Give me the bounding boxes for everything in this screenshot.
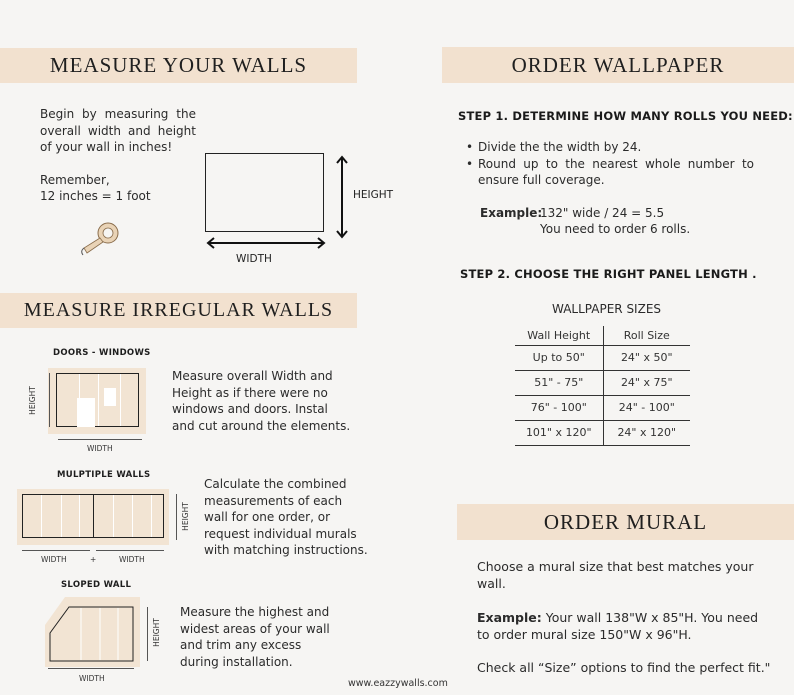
measure-walls-title: MEASURE YOUR WALLS [49,53,308,77]
measure-walls-intro: Begin by measuring the overall width and height of your wall in inches! [40,107,196,154]
bullet-dot: • [466,156,474,171]
order-wallpaper-banner [442,47,794,83]
width-label: WIDTH [236,253,272,265]
multiple-width-label-1: WIDTH [41,555,67,564]
table-cell: 24" x 120" [603,420,690,445]
multiple-width-line-2 [96,550,164,551]
multiple-walls-diagram [17,489,169,545]
panel-seam [113,495,114,537]
sloped-height-line [147,607,148,661]
sloped-wall-heading: SLOPED WALL [61,580,132,590]
remember-line-1: Remember, [40,173,110,187]
table-cell: 24" - 100" [603,395,690,420]
bullet-list [466,139,754,189]
panel-seam [41,495,42,537]
height-arrow [335,155,349,239]
panel-seam [79,495,80,537]
bullet-text: Round up to the nearest whole number to ensure full coverage. [478,156,754,187]
wallpaper-sizes-title: WALLPAPER SIZES [552,302,662,316]
height-label: HEIGHT [353,189,394,201]
multiple-width-label-2: WIDTH [119,555,145,564]
order-wallpaper-title: ORDER WALLPAPER [511,52,725,77]
doors-height-line [49,373,50,427]
multiple-walls-text: Calculate the combined measurements of each wall for one order, or request individual murals with matching instructions. [204,477,368,557]
order-mural-title: ORDER MURAL [543,509,708,534]
bullet-item [466,156,754,189]
bullet-item [466,139,754,156]
doors-windows-text: Measure overall Width and Height as if there were no windows and doors. Instal and cut around the elements. [172,369,351,433]
website-footer: www.eazzywalls.com [348,678,448,689]
multiple-wall-outline-left [22,494,94,538]
wallpaper-sizes-table [515,326,690,446]
table-cell: 24" x 75" [603,370,690,395]
sloped-width-label: WIDTH [79,674,105,683]
sloped-wall-text: Measure the highest and widest areas of your wall and trim any excess during installation. [180,605,330,669]
width-arrow [206,235,326,249]
wallpaper-example-line-2: You need to order 6 rolls. [540,222,691,236]
doors-width-label: WIDTH [87,444,113,453]
step-1-heading: STEP 1. DETERMINE HOW MANY ROLLS YOU NEED: [458,109,793,123]
multiple-height-label: HEIGHT [180,502,190,531]
multiple-width-line-1 [22,550,90,551]
multiple-plus-sign: + [90,555,97,564]
table-header-row [515,326,690,345]
table-cell: 101" x 120" [515,420,603,445]
panel-seam [61,495,62,537]
wallpaper-example-label: Example: [480,206,543,220]
step-2-heading: STEP 2. CHOOSE THE RIGHT PANEL LENGTH . [460,267,757,281]
order-mural-banner [457,504,794,540]
measuring-tape-icon [78,218,122,258]
sloped-width-line [48,668,134,669]
doors-windows-heading: DOORS - WINDOWS [53,348,151,358]
mural-example-label: Example: [477,610,542,625]
bullet-dot: • [466,140,474,154]
doors-height-label: HEIGHT [27,386,37,415]
irregular-walls-banner [0,293,357,328]
table-row [515,420,690,445]
table-header-cell: Roll Size [603,326,690,345]
table-row [515,395,690,420]
sloped-wall-diagram [45,597,140,667]
panel-seam [98,374,99,426]
table-cell: 24" x 50" [603,345,690,370]
bullet-text: Divide the the width by 24. [478,140,642,154]
multiple-height-line [176,494,177,540]
table-cell: 76" - 100" [515,395,603,420]
irregular-walls-title: MEASURE IRREGULAR WALLS [23,299,334,321]
table-cell: Up to 50" [515,345,603,370]
sloped-height-label: HEIGHT [151,618,161,647]
panel-seam [132,495,133,537]
panel-seam [151,495,152,537]
table-header-cell: Wall Height [515,326,603,345]
mural-check-text: Check all “Size” options to find the perfect fit." [477,660,771,675]
mural-intro: Choose a mural size that best matches your wall. [477,559,754,591]
table-row [515,370,690,395]
remember-line-2: 12 inches = 1 foot [40,189,151,203]
multiple-wall-outline-right [93,494,164,538]
window-shape [104,388,116,406]
measure-walls-banner [0,48,357,83]
mural-example [477,610,772,643]
doors-width-line [58,439,142,440]
wallpaper-example-line-1: 132" wide / 24 = 5.5 [540,206,665,220]
wall-rectangle [205,153,324,232]
panel-seam [120,374,121,426]
table-row [515,345,690,370]
mural-example-text: Your wall 138"W x 85"H. You need to order mural size 150"W x 96"H. [477,610,759,642]
doors-windows-diagram [48,368,146,434]
multiple-walls-heading: MULPTIPLE WALLS [57,470,151,480]
table-cell: 51" - 75" [515,370,603,395]
door-shape [77,398,95,427]
